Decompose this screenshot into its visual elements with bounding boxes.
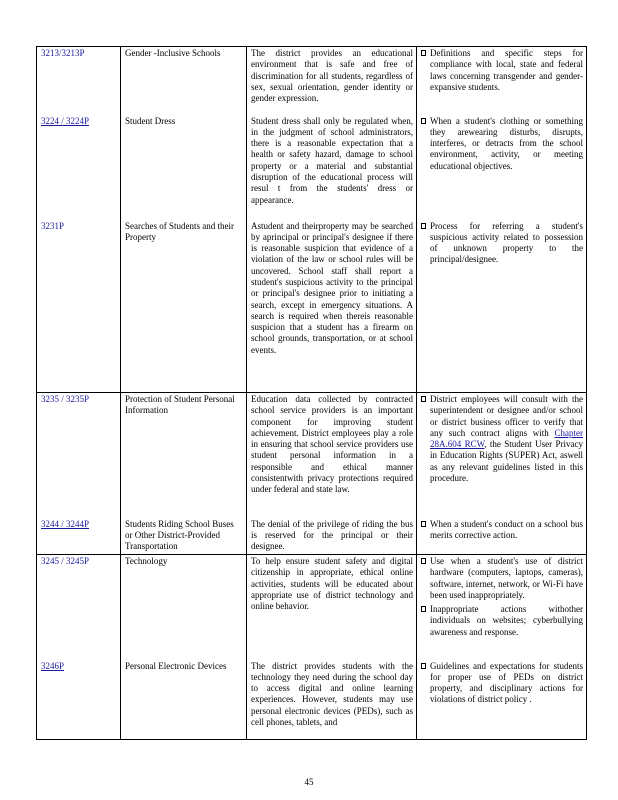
policy-code: 3235 / 3235P — [41, 394, 90, 404]
policy-title: Personal Electronic Devices — [121, 660, 247, 740]
policy-code-link[interactable]: 3244 / 3244P — [41, 518, 90, 529]
procedures-cell — [417, 47, 587, 115]
policy-code-cell — [37, 220, 121, 393]
procedures-cell — [417, 555, 587, 660]
checkbox-bullet-icon — [421, 521, 426, 527]
policy-code-cell — [37, 555, 121, 660]
table-row — [37, 518, 587, 555]
checkbox-bullet-icon — [421, 663, 426, 669]
policy-description: The district provides students with the technology they need during the school day to access digital and online learning experiences. However, students may use personal electronic devices (PEDs), such as cell phones, tablets, and — [247, 660, 417, 740]
policy-code: 3245 / 3245P — [41, 556, 90, 566]
procedure-text-after: , the Student User Privacy in Education Rights (SUPER) Act, aswell as any relevant guidelines listed in this procedure. — [430, 439, 583, 484]
checkbox-bullet-icon — [421, 558, 426, 564]
procedures-cell — [417, 518, 587, 555]
policy-code-cell — [37, 660, 121, 740]
checkbox-bullet-icon — [421, 118, 426, 124]
table-row — [37, 555, 587, 660]
policy-code-cell — [37, 47, 121, 115]
policy-title: Student Dress — [121, 115, 247, 220]
procedure-item: Process for referring a student's suspicious activity related to possession of unknown property to the principal/designee. — [430, 220, 583, 265]
procedure-item — [430, 394, 583, 484]
policy-description: Education data collected by contracted school service providers is an important component for improving student achievement. District employees play a role in ensuring that school service providers use student personal information in a responsible and ethical manner consistentwith privacy protections required under federal and state law. — [247, 393, 417, 518]
policy-title: Searches of Students and their Property — [121, 220, 247, 393]
table-row — [37, 660, 587, 740]
policy-description: Astudent and theirproperty may be searched by aprincipal or principal's designee if there is reasonable suspicion that evidence of a violation of the law or school rules will be uncovered. School staff shall report a student's suspicious activity to the principal or principal's designee prior to initiating a search, except in emergency situations. A search is required when thereis reasonable suspicion that a student has a firearm on school grounds, transportation, or at school events. — [247, 220, 417, 393]
rcw-chapter-link[interactable]: Chapter 28A.604 RCW — [430, 427, 583, 450]
procedures-cell — [417, 393, 587, 518]
policy-table — [36, 46, 587, 740]
policy-code-cell — [37, 518, 121, 555]
checkbox-bullet-icon — [421, 606, 426, 612]
page-number: 45 — [304, 777, 314, 787]
procedure-item: Guidelines and expectations for students for proper use of PEDs on district property, and disciplinary actions for violations of district policy . — [430, 660, 583, 705]
policy-code-cell — [37, 115, 121, 220]
policy-code-link[interactable]: 3224 / 3224P — [41, 115, 90, 126]
policy-description: The district provides an educational environment that is safe and free of discrimination for all students, regardless of sex, sexual orientation, gender identity or gender expression. — [247, 47, 417, 115]
policy-description: To help ensure student safety and digital citizenship in appropriate, ethical online activities, students will be educated about appropriate use of district technology and online behavior. — [247, 555, 417, 660]
table-row — [37, 220, 587, 393]
policy-description: Student dress shall only be regulated when, in the judgment of school administrators, there is a reasonable expectation that a health or safety hazard, damage to school property or a material and substantial disruption of the educational process will resul t from the students' dress or appearance. — [247, 115, 417, 220]
procedure-item: Inappropriate actions withother individuals on websites; cyberbullying awareness and response. — [430, 604, 583, 637]
policy-title: Protection of Student Personal Information — [121, 393, 247, 518]
table-row — [37, 393, 587, 518]
policy-code: 3231P — [41, 220, 65, 231]
procedures-cell — [417, 660, 587, 740]
checkbox-bullet-icon — [421, 396, 426, 402]
checkbox-bullet-icon — [421, 50, 426, 56]
policy-description: The denial of the privilege of riding the bus is reserved for the principal or their designee. — [247, 518, 417, 555]
procedures-cell — [417, 115, 587, 220]
policy-title: Technology — [121, 555, 247, 660]
procedure-item: When a student's conduct on a school bus merits corrective action. — [430, 518, 583, 540]
checkbox-bullet-icon — [421, 223, 426, 229]
table-row — [37, 47, 587, 115]
policy-code-cell — [37, 393, 121, 518]
procedure-text-before: District employees will consult with the superintendent or designee and/or school or district business officer to verify that any such contract aligns with — [430, 394, 583, 438]
procedure-item: When a student's clothing or something they arewearing disturbs, disrupts, interferes, or detracts from the school environment, activity, or meeting educational objectives. — [430, 115, 583, 171]
table-row — [37, 115, 587, 220]
procedure-item: Definitions and specific steps for compliance with local, state and federal laws concerning transgender and gender-expansive students. — [430, 48, 583, 92]
procedures-cell — [417, 220, 587, 393]
policy-code: 3213/3213P — [41, 48, 85, 58]
procedure-item: Use when a student's use of district hardware (computers, laptops, cameras), software, internet, network, or Wi-Fi have been used inappropriately. — [430, 556, 583, 600]
policy-code-link[interactable]: 3246P — [41, 660, 65, 671]
policy-title: Gender -Inclusive Schools — [121, 47, 247, 115]
policy-title: Students Riding School Buses or Other District-Provided Transportation — [121, 518, 247, 555]
